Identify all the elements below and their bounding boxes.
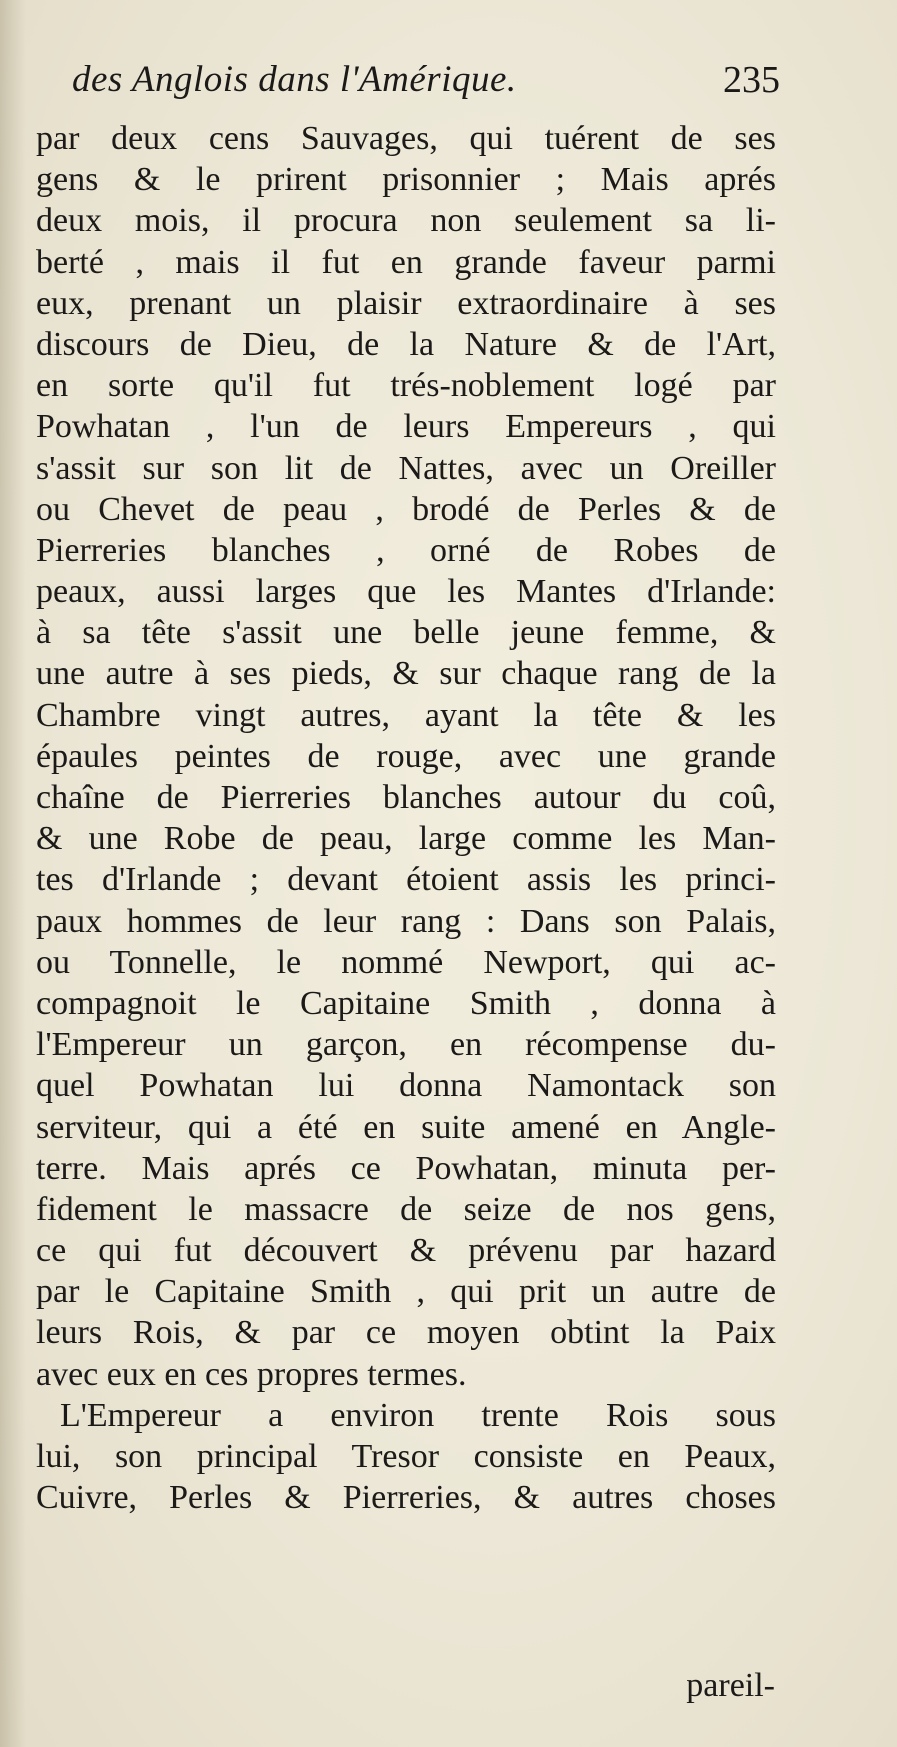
text-line: compagnoit le Capitaine Smith , donna à xyxy=(36,984,776,1022)
body-text xyxy=(36,118,776,1518)
text-line: Chambre vingt autres, ayant la tête & les xyxy=(36,696,776,734)
text-line: L'Empereur a environ trente Rois sous xyxy=(60,1396,776,1434)
text-line: Powhatan , l'un de leurs Empereurs , qui xyxy=(36,408,776,446)
text-line: eux, prenant un plaisir extraordinaire à ses xyxy=(36,284,776,322)
text-line: berté , mais il fut en grande faveur parmi xyxy=(36,243,776,281)
text-line: serviteur, qui a été en suite amené en Angle- xyxy=(36,1108,776,1146)
text-line: fidement le massacre de seize de nos gens, xyxy=(36,1190,776,1228)
text-line: paux hommes de leur rang : Dans son Palais, xyxy=(36,902,776,940)
text-line: discours de Dieu, de la Nature & de l'Art, xyxy=(36,325,776,363)
text-line: quel Powhatan lui donna Namontack son xyxy=(36,1067,776,1105)
text-line: ce qui fut découvert & prévenu par hazard xyxy=(36,1232,776,1270)
text-line: tes d'Irlande ; devant étoient assis les princi- xyxy=(36,861,776,899)
text-line: ou Tonnelle, le nommé Newport, qui ac- xyxy=(36,943,776,981)
text-line: peaux, aussi larges que les Mantes d'Irlande: xyxy=(36,573,776,611)
text-line: chaîne de Pierreries blanches autour du coû, xyxy=(36,779,776,816)
text-line: l'Empereur un garçon, en récompense du- xyxy=(36,1026,776,1064)
text-line: lui, son principal Tresor consiste en Peaux, xyxy=(36,1438,776,1475)
catchword: pareil- xyxy=(686,1667,775,1704)
text-line: s'assit sur son lit de Nattes, avec un Oreiller xyxy=(36,449,776,487)
text-line: gens & le prirent prisonnier ; Mais aprés xyxy=(36,161,776,199)
text-line: une autre à ses pieds, & sur chaque rang de la xyxy=(36,655,776,693)
text-line: deux mois, il procura non seulement sa li- xyxy=(36,202,776,240)
text-line: par le Capitaine Smith , qui prit un autre de xyxy=(36,1273,776,1311)
page-header xyxy=(72,58,780,110)
text-line: Pierreries blanches , orné de Robes de xyxy=(36,531,776,569)
text-line: avec eux en ces propres termes. xyxy=(36,1355,467,1393)
text-line: à sa tête s'assit une belle jeune femme, & xyxy=(36,614,776,652)
text-line: & une Robe de peau, large comme les Man- xyxy=(36,820,776,858)
text-line: terre. Mais aprés ce Powhatan, minuta per- xyxy=(36,1149,776,1187)
text-line: par deux cens Sauvages, qui tuérent de ses xyxy=(36,120,776,157)
text-line: Cuivre, Perles & Pierreries, & autres choses xyxy=(36,1479,776,1517)
text-line: leurs Rois, & par ce moyen obtint la Paix xyxy=(36,1314,776,1352)
page-number: 235 xyxy=(723,59,780,101)
running-title: des Anglois dans l'Amérique. xyxy=(72,59,517,100)
text-line: ou Chevet de peau , brodé de Perles & de xyxy=(36,490,776,528)
text-line: en sorte qu'il fut trés-noblement logé par xyxy=(36,367,776,405)
text-line: épaules peintes de rouge, avec une grande xyxy=(36,737,776,775)
